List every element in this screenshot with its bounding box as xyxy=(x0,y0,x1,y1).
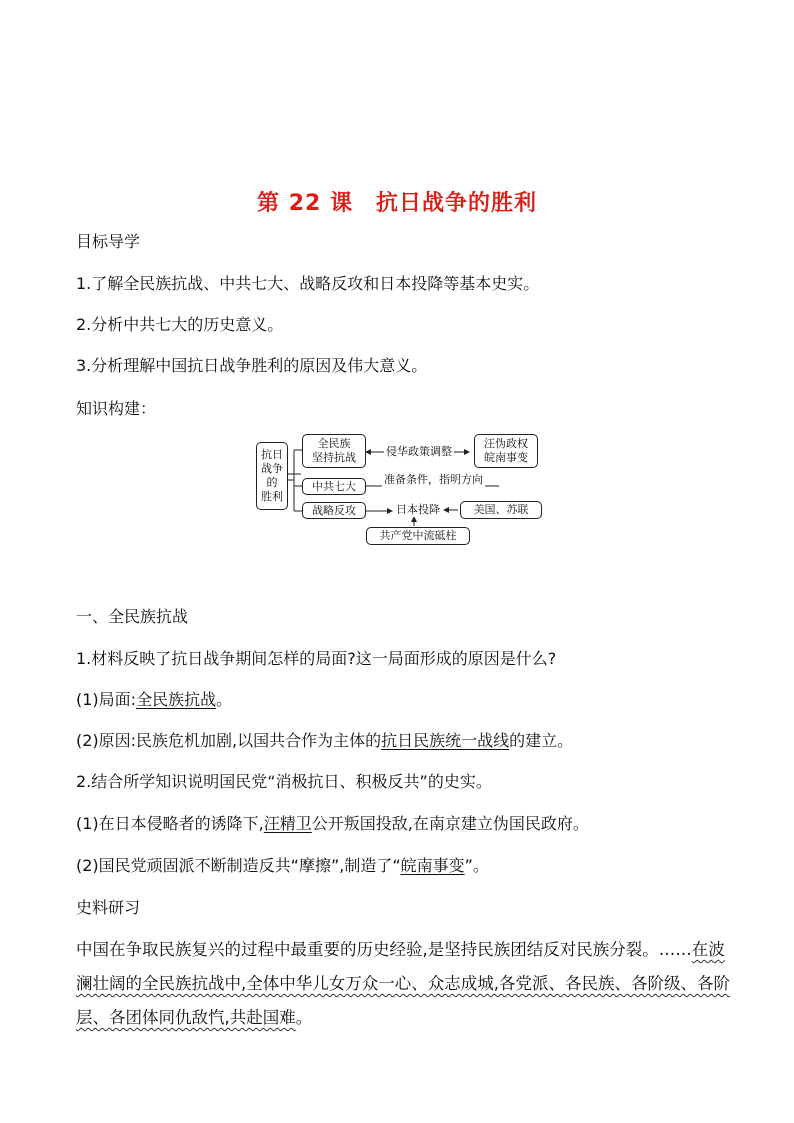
material-text-end: 。 xyxy=(295,1008,313,1027)
answer-2-2 xyxy=(76,855,489,877)
answer-1-2-prefix: (2)原因:民族危机加剧,以国共合作为主体的 xyxy=(76,731,382,750)
root-line-1: 抗日 xyxy=(261,448,283,461)
answer-1-2-suffix: 的建立。 xyxy=(509,731,574,750)
right1-line-1: 汪伪政权 xyxy=(484,437,528,450)
mid-policy-label: 侵华政策调整 xyxy=(386,445,452,458)
answer-1-1-suffix: 。 xyxy=(216,690,233,709)
lesson-title: 第 22 课 抗日战争的胜利 xyxy=(257,191,537,216)
section1-heading: 一、全民族抗战 xyxy=(76,607,189,626)
goal-item-1: 1.了解全民族抗战、中共七大、战略反攻和日本投降等基本史实。 xyxy=(76,274,540,293)
answer-1-1-key: 全民族抗战 xyxy=(136,690,217,709)
right-wang-box xyxy=(474,434,538,468)
root-line-4: 胜利 xyxy=(261,490,283,503)
branch-qida: 中共七大 xyxy=(302,478,366,495)
answer-1-1 xyxy=(76,689,232,711)
goal-item-3: 3.分析理解中国抗日战争胜利的原因及伟大意义。 xyxy=(76,356,428,375)
question-2: 2.结合所学知识说明国民党“消极抗日、积极反共”的史实。 xyxy=(76,772,492,791)
answer-2-2-suffix: ”。 xyxy=(464,856,489,875)
branch1-line-1: 全民族 xyxy=(317,437,351,450)
answer-1-1-prefix: (1)局面: xyxy=(76,690,137,709)
goal-item-2: 2.分析中共七大的历史意义。 xyxy=(76,315,284,334)
material-heading: 史料研习 xyxy=(76,898,141,917)
branch-quanminzu xyxy=(302,434,366,468)
root-line-3: 的 xyxy=(266,476,278,489)
material-text-plain: 中国在争取民族复兴的过程中最重要的历史经验,是坚持民族团结反对民族分裂。…… xyxy=(76,940,692,959)
mid-direction-label: 准备条件，指明方向 xyxy=(384,473,483,486)
answer-2-2-prefix: (2)国民党顽固派不断制造反共“摩擦”,制造了“ xyxy=(76,856,401,875)
diagram-root-box xyxy=(256,442,288,510)
right-allies-box: 美国、苏联 xyxy=(460,501,542,519)
answer-2-1-key: 汪精卫 xyxy=(263,814,312,833)
answer-2-2-key: 皖南事变 xyxy=(400,856,465,875)
right1-line-2: 皖南事变 xyxy=(484,451,528,464)
answer-1-2-key: 抗日民族统一战线 xyxy=(381,731,510,750)
question-1: 1.材料反映了抗日战争期间怎样的局面?这一局面形成的原因是什么? xyxy=(76,649,557,668)
branch-fangong: 战略反攻 xyxy=(302,502,366,519)
branch1-line-2: 坚持抗战 xyxy=(312,451,356,464)
knowledge-diagram xyxy=(254,432,544,550)
material-paragraph xyxy=(76,933,736,1035)
bottom-cpc-box: 共产党中流砥柱 xyxy=(366,527,470,545)
answer-2-1-suffix: 公开叛国投敌,在南京建立伪国民政府。 xyxy=(311,814,589,833)
mid-surrender-label: 日本投降 xyxy=(396,503,440,516)
material-text-wavy: 在波澜壮阔的全民族抗战中,全体中华儿女万众一心、众志成城,各党派、各民族、各阶级、各阶层、各团体同仇敌忾,共赴国难 xyxy=(76,940,730,1027)
answer-2-1-prefix: (1)在日本侵略者的诱降下, xyxy=(76,814,264,833)
goals-heading: 目标导学 xyxy=(76,232,141,251)
answer-1-2 xyxy=(76,730,573,752)
knowledge-heading: 知识构建： xyxy=(76,399,157,418)
root-line-2: 战争 xyxy=(261,462,283,475)
answer-2-1 xyxy=(76,813,589,835)
